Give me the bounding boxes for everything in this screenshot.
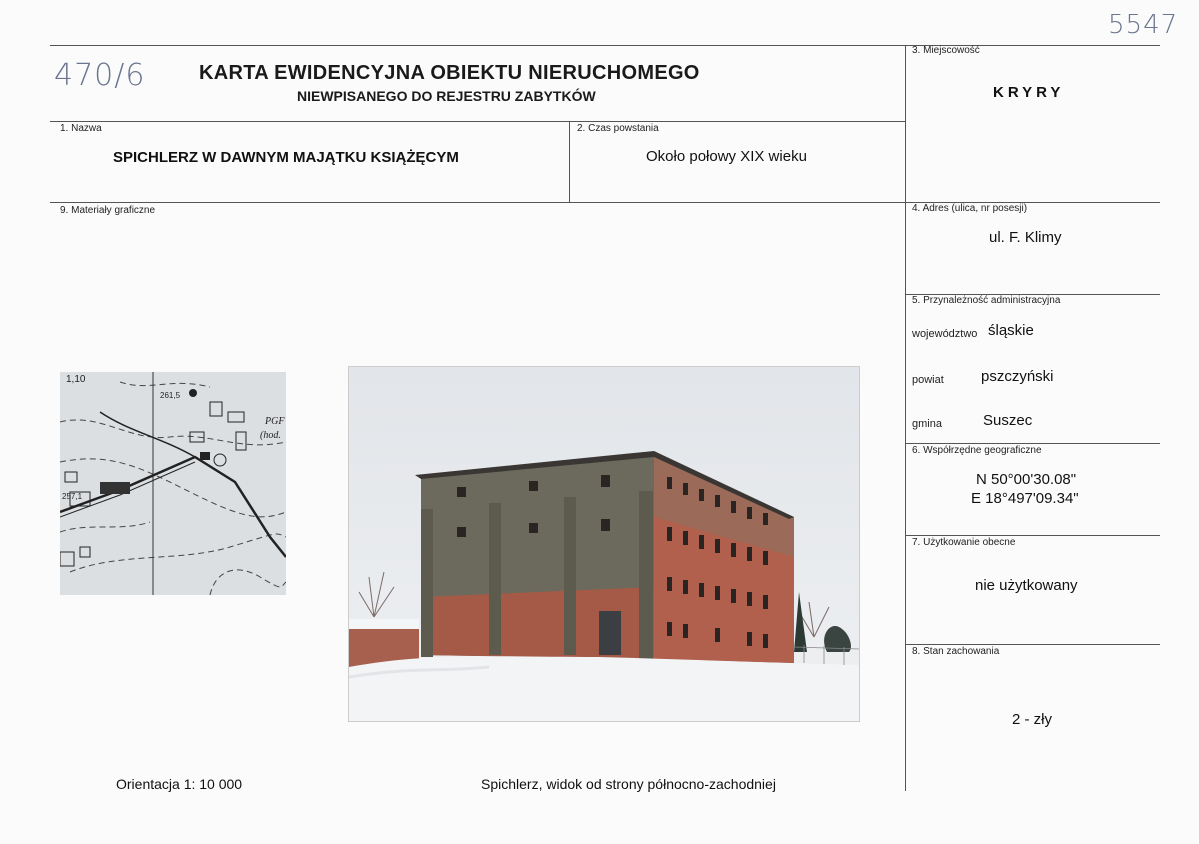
stan-label: 8. Stan zachowania — [912, 646, 1000, 657]
adres-value: ul. F. Klimy — [989, 229, 1062, 246]
name-time-divider — [569, 121, 570, 202]
header-rule — [50, 121, 905, 122]
card-number: 5547 — [1108, 10, 1179, 40]
topographic-map — [60, 372, 286, 595]
powiat-value: pszczyński — [981, 368, 1054, 385]
photo-drawing — [349, 367, 859, 721]
map-label-grid: 1,10 — [66, 374, 86, 385]
coords-rule — [905, 535, 1160, 536]
gmina-label: gmina — [912, 418, 942, 430]
registry-number: 470/6 — [54, 58, 146, 93]
wojewodztwo-label: województwo — [912, 328, 978, 340]
czas-label: 2. Czas powstania — [577, 123, 659, 134]
nazwa-value: SPICHLERZ W DAWNYM MAJĄTKU KSIĄŻĘCYM — [113, 149, 459, 166]
gmina-value: Suszec — [983, 412, 1033, 429]
materialy-label: 9. Materiały graficzne — [60, 205, 156, 216]
map-label-pgr: PGF — [265, 416, 285, 427]
card-subtitle: NIEWPISANEGO DO REJESTRU ZABYTKÓW — [297, 88, 596, 104]
map-drawing — [60, 372, 286, 595]
usage-rule — [905, 644, 1160, 645]
photo-caption: Spichlerz, widok od strony północno-zachodniej — [481, 776, 776, 792]
admin-rule — [905, 443, 1160, 444]
czas-value: Około połowy XIX wieku — [646, 148, 807, 165]
building-photo — [348, 366, 860, 722]
miejscowosc-value: KRYRY — [993, 84, 1065, 101]
powiat-label: powiat — [912, 374, 944, 386]
right-column-divider — [905, 45, 906, 791]
uzytkowanie-label: 7. Użytkowanie obecne — [912, 537, 1016, 548]
top-rule — [50, 45, 1160, 46]
latitude-value: N 50°00'30.08" — [976, 471, 1077, 488]
map-label-elevation-2: 257,1 — [62, 492, 83, 501]
card-title: KARTA EWIDENCYJNA OBIEKTU NIERUCHOMEGO — [199, 62, 700, 84]
wspolrzedne-label: 6. Współrzędne geograficzne — [912, 445, 1042, 456]
longitude-value: E 18°497'09.34" — [971, 490, 1079, 507]
stan-value: 2 - zły — [1012, 711, 1053, 728]
map-label-hod: (hod. — [260, 430, 281, 441]
nazwa-label: 1. Nazwa — [60, 123, 102, 134]
przynaleznosc-label: 5. Przynależność administracyjna — [912, 295, 1061, 306]
wojewodztwo-value: śląskie — [988, 322, 1034, 339]
map-label-elevation: 261,5 — [160, 391, 181, 400]
adres-label: 4. Adres (ulica, nr posesji) — [912, 203, 1028, 214]
miejscowosc-label: 3. Miejscowość — [912, 45, 980, 56]
map-caption: Orientacja 1: 10 000 — [116, 776, 243, 792]
uzytkowanie-value: nie użytkowany — [975, 577, 1078, 594]
